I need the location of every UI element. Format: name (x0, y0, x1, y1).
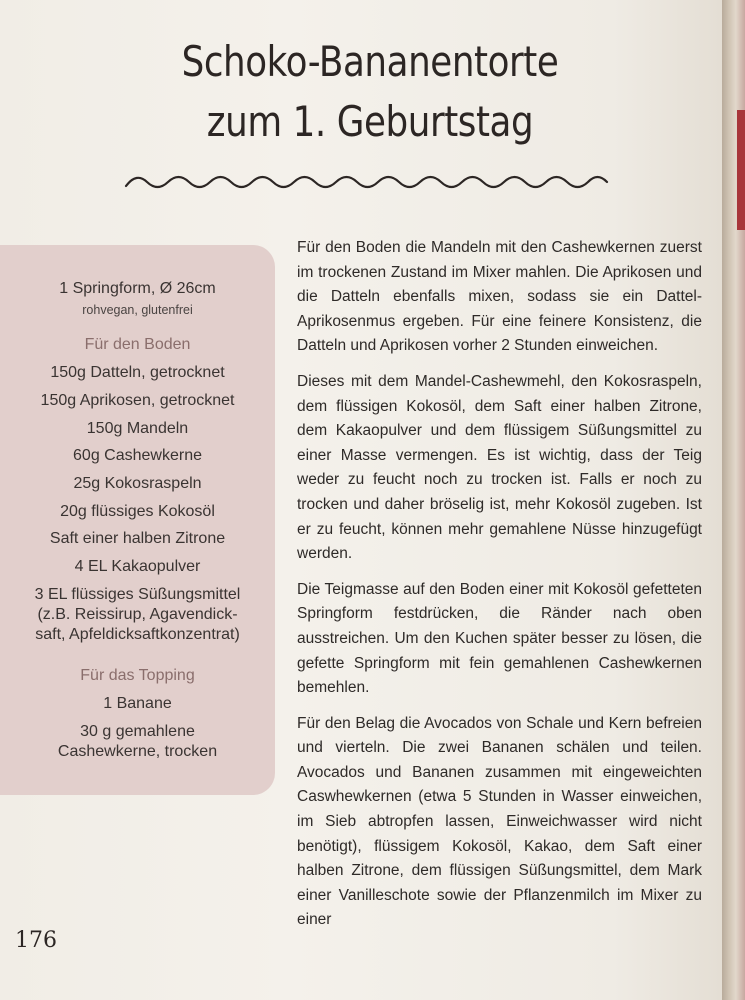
diet-note: rohvegan, glutenfrei (82, 303, 193, 317)
instructions (297, 236, 702, 944)
instruction-paragraph: Für den Boden die Mandeln mit den Cashewkernen zuerst im trockenen Zustand im Mixer mahlen. Die Aprikosen und die Datteln ebenfalls mixen, sodass sie ein Dattel-Aprikosenmus ergeben. Für eine feinere Konsistenz, die Datteln und Aprikosen vorher 2 Stunden einweichen. (297, 239, 702, 355)
wavy-divider (124, 170, 609, 194)
ingredient-item: Saft einer halben Zitrone (49, 530, 226, 547)
ingredient-item: 150g Datteln, getrocknet (50, 364, 225, 381)
ingredient-item: 150g Aprikosen, getrocknet (40, 392, 235, 409)
ingredient-item: 4 EL Kakaopulver (74, 558, 201, 575)
topping-item: 1 Banane (103, 695, 172, 712)
topping-item: Cashewkerne, trocken (57, 743, 218, 760)
page-number: 176 (15, 928, 57, 953)
topping-item: 30 g gemahlene (80, 723, 195, 740)
ingredient-item: 25g Kokosraspeln (73, 475, 202, 492)
instruction-paragraph: Dieses mit dem Mandel-Cashewmehl, den Kokosraspeln, dem flüssigen Kokosöl, dem Saft einer halben Zitrone, dem Kakaopulver und dem flüssigem Süßungsmittel zu einer Masse vermengen. Es ist wichtig, dass der Teig weder zu feucht noch zu trocken ist. Falls er noch zu trocken und daher bröselig ist, mehr Kokosöl zugeben. Ist er zu feucht, können mehr gemahlene Nüsse hinzugefügt werden. (297, 372, 702, 563)
sweetener-line: saft, Apfeldicksaftkonzentrat) (35, 626, 240, 643)
sweetener-line: 3 EL flüssiges Süßungsmittel (34, 586, 241, 603)
title-line-1: Schoko-Bananentorte (181, 37, 559, 86)
instruction-paragraph: Die Teigmasse auf den Boden einer mit Kokosöl gefetteten Springform festdrücken, die Ränder nach oben ausstreichen. Um den Kuchen später besser zu lösen, die gefette Springform mit fein gemahlenen Cashewkernen bemehlen. (297, 580, 702, 697)
title-line-2: zum 1. Geburtstag (206, 97, 534, 146)
ingredients-box (0, 245, 275, 795)
ingredient-item: 60g Cashewkerne (73, 447, 202, 464)
pan-size: 1 Springform, Ø 26cm (59, 280, 216, 297)
book-spine-accent (737, 110, 745, 230)
recipe-title (175, 32, 566, 152)
sweetener-line: (z.B. Reissirup, Agavendick- (37, 606, 238, 623)
base-heading: Für den Boden (84, 336, 191, 353)
instruction-paragraph: Für den Belag die Avocados von Schale und Kern befreien und vierteln. Die zwei Bananen schälen und teilen. Avocados und Bananen zusammen mit eingeweichten Caswhewkernen (etwa 5 Stunden in Wasser einweichen, im Sieb abtropfen lassen, Einweichwasser wird nicht benötigt), flüssigem Kokosöl, Kakao, dem Saft einer halben Zitrone, dem flüssigen Süßungsmittel, dem Mark einer Vanilleschote sowie der Pflanzenmilch im Mixer zu einer (297, 714, 702, 929)
ingredient-item: 150g Mandeln (86, 420, 189, 437)
ingredient-item: 20g flüssiges Kokosöl (60, 503, 215, 520)
topping-heading: Für das Topping (80, 667, 195, 684)
